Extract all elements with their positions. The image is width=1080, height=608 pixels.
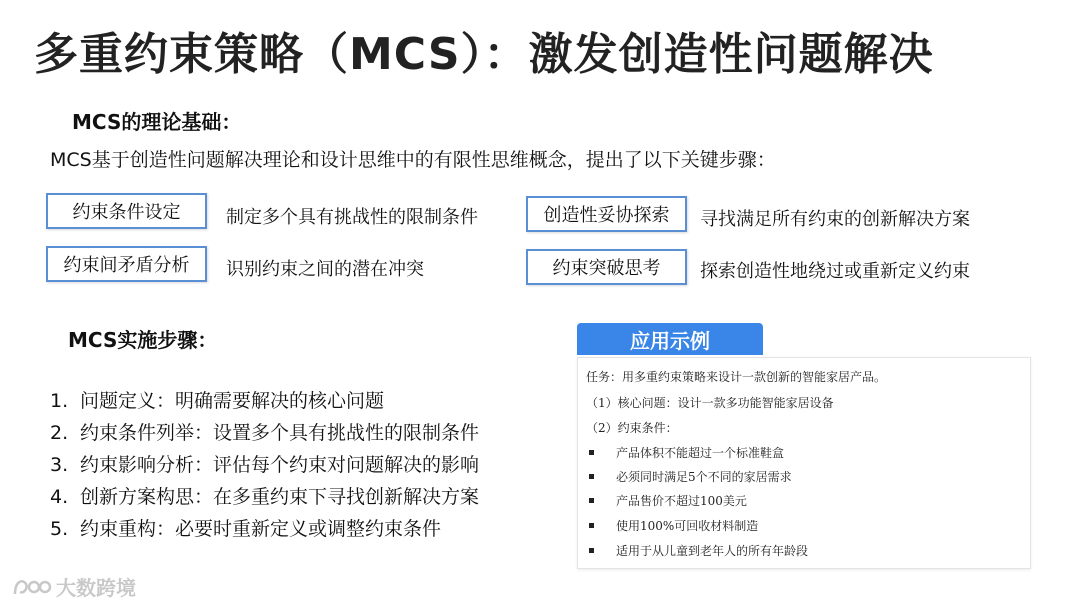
constraint-item: 产品售价不超过100美元 xyxy=(616,494,747,508)
key-desc-compromise-exploration: 寻找满足所有约束的创新解决方案 xyxy=(700,209,970,230)
key-desc-breakthrough-thinking: 探索创造性地绕过或重新定义约束 xyxy=(700,261,970,282)
watermark-text: 大数跨境 xyxy=(56,576,136,600)
key-desc-conflict-analysis: 识别约束之间的潜在冲突 xyxy=(226,259,424,280)
page-title: 多重约束策略（MCS）：激发创造性问题解决 xyxy=(34,29,934,80)
constraint-item: 使用100%可回收材料制造 xyxy=(616,519,759,533)
theory-heading: MCS的理论基础： xyxy=(72,110,242,134)
example-task: 任务：用多重约束策略来设计一款创新的智能家居产品。 xyxy=(586,370,887,384)
step-item: 3. 约束影响分析：评估每个约束对问题解决的影响 xyxy=(50,454,480,476)
steps-heading: MCS实施步骤： xyxy=(68,328,218,352)
example-core-problem: （1）核心问题：设计一款多功能智能家居设备 xyxy=(586,396,834,410)
brand-logo-icon xyxy=(12,574,52,600)
key-desc-constraint-setting: 制定多个具有挑战性的限制条件 xyxy=(226,207,478,228)
key-box-constraint-setting: 约束条件设定 xyxy=(46,193,207,229)
bullet-icon xyxy=(589,498,594,503)
bullet-icon xyxy=(589,474,594,479)
example-tab: 应用示例 xyxy=(577,323,763,355)
constraint-item: 必须同时满足5个不同的家居需求 xyxy=(616,470,792,484)
step-item: 1. 问题定义：明确需要解决的核心问题 xyxy=(50,390,385,412)
key-box-compromise-exploration: 创造性妥协探索 xyxy=(526,196,687,232)
steps-list xyxy=(50,388,479,548)
key-box-breakthrough-thinking: 约束突破思考 xyxy=(526,249,687,285)
step-item: 5. 约束重构：必要时重新定义或调整约束条件 xyxy=(50,518,442,540)
key-box-conflict-analysis: 约束间矛盾分析 xyxy=(46,246,207,282)
example-constraints-label: （2）约束条件： xyxy=(586,421,678,435)
constraint-item: 产品体积不能超过一个标准鞋盒 xyxy=(616,446,785,460)
step-item: 2. 约束条件列举：设置多个具有挑战性的限制条件 xyxy=(50,422,480,444)
example-card xyxy=(577,357,1031,569)
watermark xyxy=(12,572,136,601)
bullet-icon xyxy=(589,523,594,528)
bullet-icon xyxy=(589,548,594,553)
bullet-icon xyxy=(589,450,594,455)
theory-intro: MCS基于创造性问题解决理论和设计思维中的有限性思维概念，提出了以下关键步骤： xyxy=(50,149,776,171)
constraint-item: 适用于从儿童到老年人的所有年龄段 xyxy=(616,544,809,558)
step-item: 4. 创新方案构思：在多重约束下寻找创新解决方案 xyxy=(50,486,480,508)
